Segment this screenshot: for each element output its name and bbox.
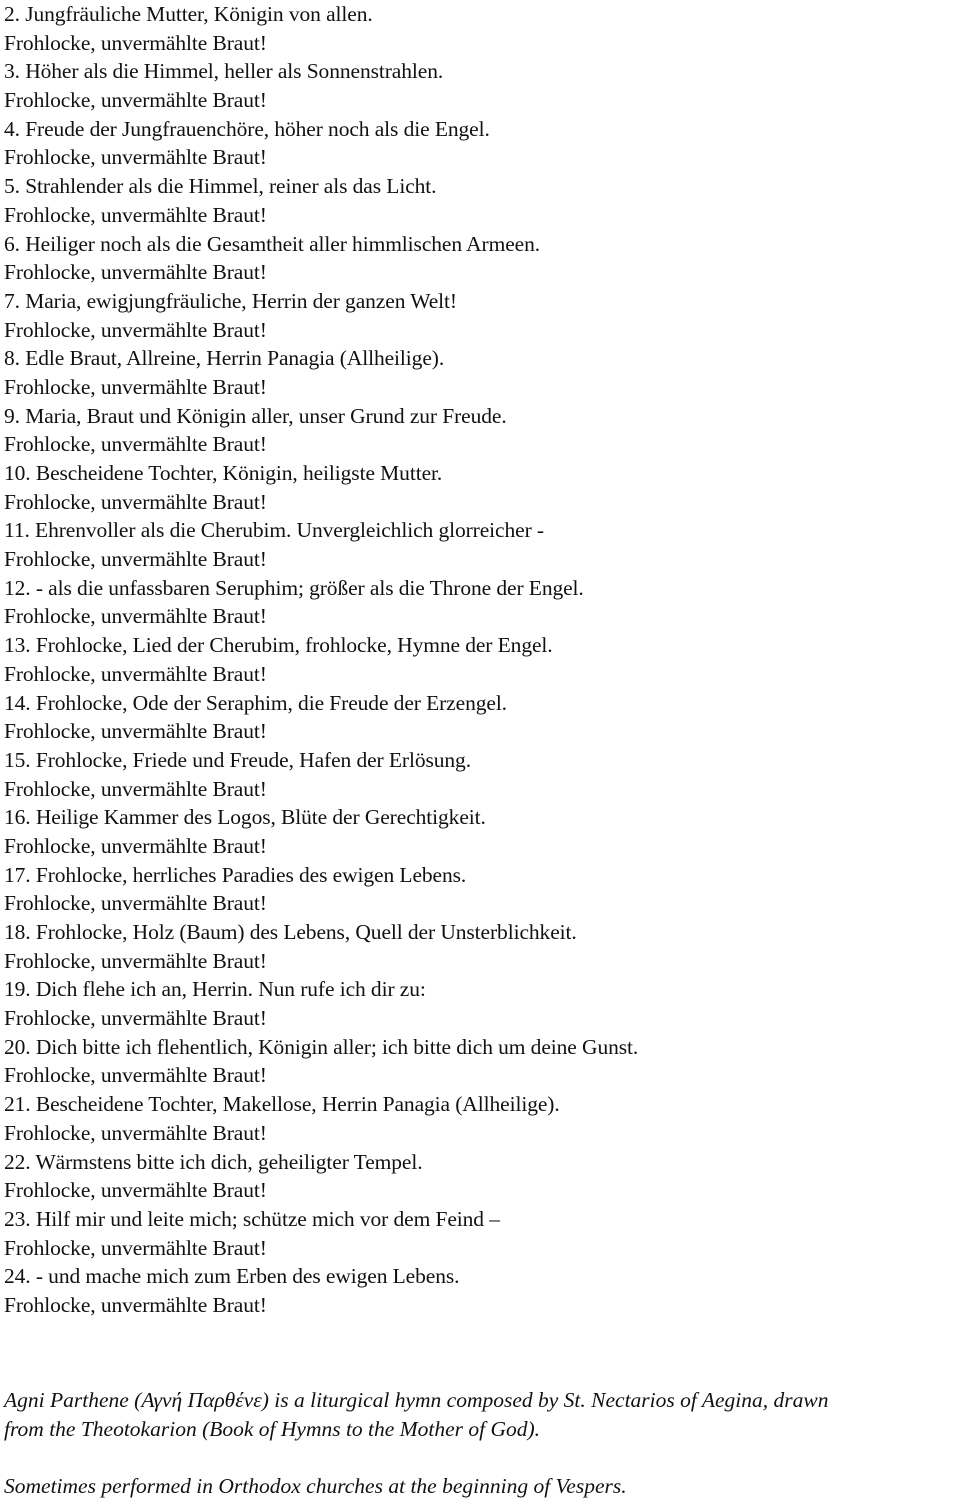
verse-line: 5. Strahlender als die Himmel, reiner als das Licht.: [4, 174, 437, 199]
refrain-line: Frohlocke, unvermählte Braut!: [4, 489, 267, 514]
verse-line: 15. Frohlocke, Friede und Freude, Hafen der Erlösung.: [4, 747, 471, 772]
verse-line: 18. Frohlocke, Holz (Baum) des Lebens, Quell der Unsterblichkeit.: [4, 920, 577, 944]
verse-line: 4. Freude der Jungfrauenchöre, höher noch als die Engel.: [4, 116, 490, 141]
note-paragraph-1-line-2: from the Theotokarion (Book of Hymns to the Mother of God).: [4, 1417, 541, 1441]
refrain-line: Frohlocke, unvermählte Braut!: [4, 547, 267, 572]
verse-line: 24. - und mache mich zum Erben des ewigen Lebens.: [4, 1264, 460, 1289]
verse-line: 13. Frohlocke, Lied der Cherubim, frohlocke, Hymne der Engel.: [4, 633, 553, 658]
refrain-line: Frohlocke, unvermählte Braut!: [4, 374, 267, 399]
verse-line: 12. - als die unfassbaren Seruphim; größer als die Throne der Engel.: [4, 575, 584, 600]
note-paragraph-1-line-1: Agni Parthene (Αγνή Παρθένε) is a liturgical hymn composed by St. Nectarios of Aegina, drawn: [4, 1388, 829, 1412]
refrain-line: Frohlocke, unvermählte Braut!: [4, 1178, 267, 1203]
refrain-line: Frohlocke, unvermählte Braut!: [4, 1063, 267, 1088]
verse-line: 8. Edle Braut, Allreine, Herrin Panagia (Allheilige).: [4, 346, 445, 371]
refrain-line: Frohlocke, unvermählte Braut!: [4, 1120, 267, 1145]
refrain-line: Frohlocke, unvermählte Braut!: [4, 604, 267, 629]
refrain-line: Frohlocke, unvermählte Braut!: [4, 317, 267, 342]
verse-line: 6. Heiliger noch als die Gesamtheit aller himmlischen Armeen.: [4, 231, 541, 256]
verse-line: 20. Dich bitte ich flehentlich, Königin aller; ich bitte dich um deine Gunst.: [4, 1034, 639, 1059]
refrain-line: Frohlocke, unvermählte Braut!: [4, 661, 267, 686]
verse-line: 17. Frohlocke, herrliches Paradies des ewigen Lebens.: [4, 862, 467, 887]
paragraph-gap: [4, 1444, 960, 1472]
refrain-line: Frohlocke, unvermählte Braut!: [4, 719, 267, 744]
hymn-notes: [4, 1386, 960, 1501]
refrain-line: Frohlocke, unvermählte Braut!: [4, 30, 267, 55]
refrain-line: Frohlocke, unvermählte Braut!: [4, 260, 267, 285]
hymn-verses: [4, 0, 960, 1320]
verse-line: 23. Hilf mir und leite mich; schütze mich vor dem Feind –: [4, 1206, 500, 1231]
refrain-line: Frohlocke, unvermählte Braut!: [4, 1292, 267, 1317]
refrain-line: Frohlocke, unvermählte Braut!: [4, 948, 267, 973]
verse-line: 2. Jungfräuliche Mutter, Königin von allen.: [4, 2, 373, 26]
verse-line: 19. Dich flehe ich an, Herrin. Nun rufe ich dir zu:: [4, 977, 426, 1002]
refrain-line: Frohlocke, unvermählte Braut!: [4, 432, 267, 457]
refrain-line: Frohlocke, unvermählte Braut!: [4, 776, 267, 801]
refrain-line: Frohlocke, unvermählte Braut!: [4, 202, 267, 227]
verse-line: 22. Wärmstens bitte ich dich, geheiligter Tempel.: [4, 1149, 423, 1174]
refrain-line: Frohlocke, unvermählte Braut!: [4, 1235, 267, 1260]
verse-line: 14. Frohlocke, Ode der Seraphim, die Freude der Erzengel.: [4, 690, 507, 715]
verse-line: 9. Maria, Braut und Königin aller, unser Grund zur Freude.: [4, 403, 507, 428]
verse-line: 21. Bescheidene Tochter, Makellose, Herrin Panagia (Allheilige).: [4, 1092, 560, 1117]
verse-line: 3. Höher als die Himmel, heller als Sonnenstrahlen.: [4, 59, 444, 84]
refrain-line: Frohlocke, unvermählte Braut!: [4, 145, 267, 170]
verse-line: 10. Bescheidene Tochter, Königin, heiligste Mutter.: [4, 461, 443, 485]
refrain-line: Frohlocke, unvermählte Braut!: [4, 833, 267, 858]
verse-line: 16. Heilige Kammer des Logos, Blüte der Gerechtigkeit.: [4, 805, 486, 830]
note-paragraph-2: Sometimes performed in Orthodox churches at the beginning of Vespers.: [4, 1474, 627, 1498]
refrain-line: Frohlocke, unvermählte Braut!: [4, 88, 267, 113]
refrain-line: Frohlocke, unvermählte Braut!: [4, 1006, 267, 1031]
verse-line: 7. Maria, ewigjungfräuliche, Herrin der ganzen Welt!: [4, 288, 457, 313]
verse-line: 11. Ehrenvoller als die Cherubim. Unvergleichlich glorreicher -: [4, 518, 544, 543]
refrain-line: Frohlocke, unvermählte Braut!: [4, 891, 267, 916]
